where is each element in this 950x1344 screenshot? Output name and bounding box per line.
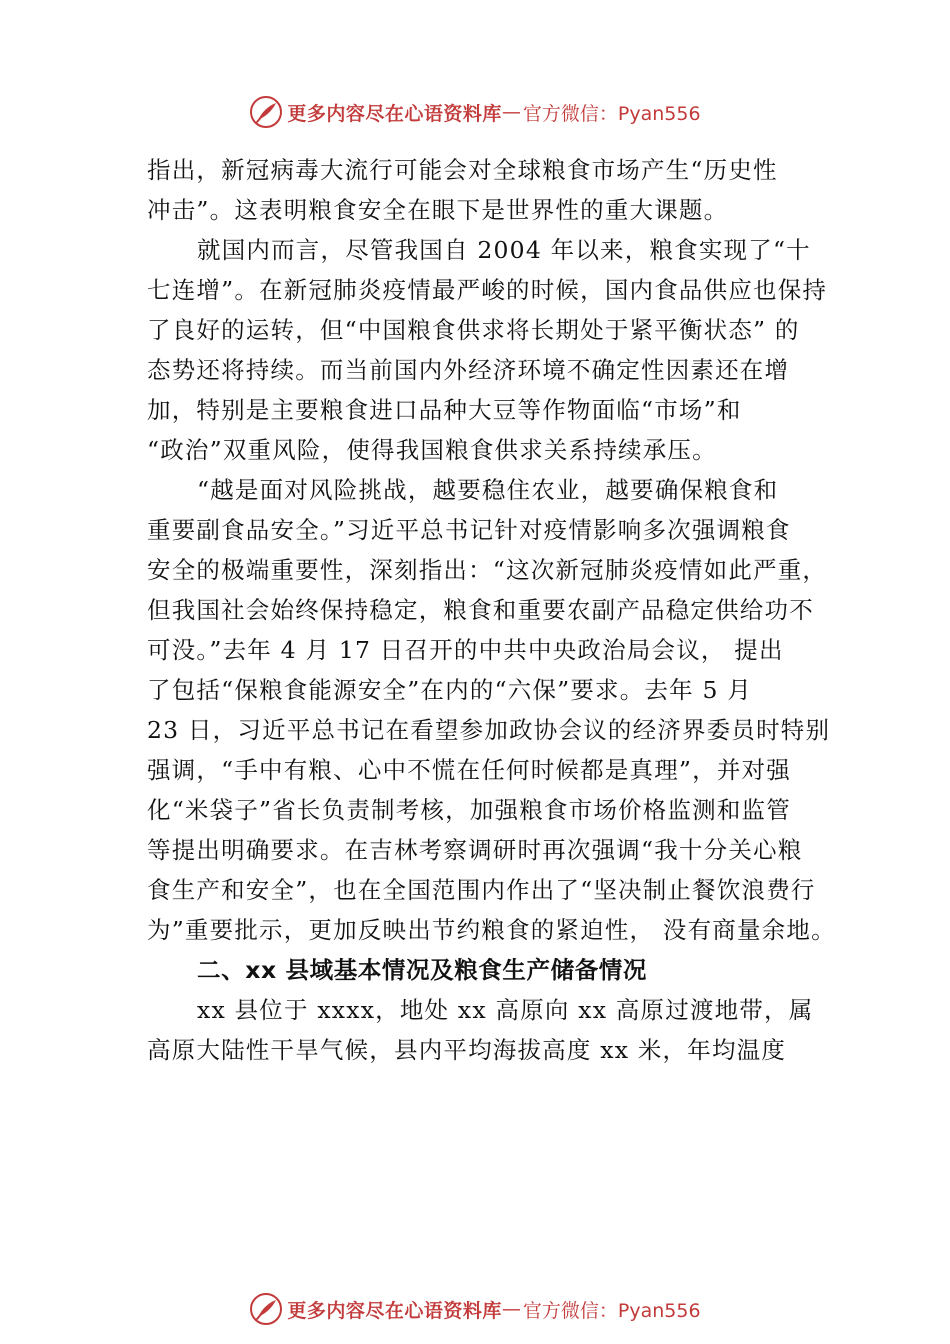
body-text-line: 加，特别是主要粮食进口品种大豆等作物面临“市场”和 xyxy=(147,396,742,424)
body-text-line: 指出，新冠病毒大流行可能会对全球粮食市场产生“历史性 xyxy=(147,156,778,184)
footer-wechat-label: 官方微信：Pyan556 xyxy=(522,1299,701,1322)
body-text-line: 冲击”。这表明粮食安全在眼下是世界性的重大课题。 xyxy=(147,196,729,224)
body-text-line: 化“米袋子”省长负责制考核，加强粮食市场价格监测和监管 xyxy=(147,796,791,824)
body-text-line: “越是面对风险挑战，越要稳住农业，越要确保粮食和 xyxy=(197,476,779,504)
body-text-line: 高原大陆性干旱气候，县内平均海拔高度 xx 米，年均温度 xyxy=(147,1036,787,1064)
footer-site-text: 更多内容尽在心语资料库 xyxy=(287,1299,502,1322)
header-separator: — xyxy=(501,101,521,123)
header-wechat-label: 官方微信：Pyan556 xyxy=(522,102,701,125)
header-watermark xyxy=(0,92,950,132)
section-heading: 二、xx 县域基本情况及粮食生产储备情况 xyxy=(197,956,647,984)
body-text-line: 可没。”去年 4 月 17 日召开的中共中央政治局会议， 提出 xyxy=(147,636,784,664)
body-text-line: 为”重要批示，更加反映出节约粮食的紧迫性， 没有商量余地。 xyxy=(147,916,836,944)
body-text-line: 强调，“手中有粮、心中不慌在任何时候都是真理”，并对强 xyxy=(147,756,791,784)
body-text-line: 就国内而言，尽管我国自 2004 年以来，粮食实现了“十 xyxy=(197,236,811,264)
body-text-line: “政治”双重风险，使得我国粮食供求关系持续承压。 xyxy=(147,436,717,464)
body-text-line: 了包括“保粮食能源安全”在内的“六保”要求。去年 5 月 xyxy=(147,676,753,704)
body-text-line: 但我国社会始终保持稳定，粮食和重要农副产品稳定供给功不 xyxy=(147,596,814,624)
body-text-line: 安全的极端重要性，深刻指出：“这次新冠肺炎疫情如此严重， xyxy=(147,556,828,584)
feather-pen-logo-icon xyxy=(249,95,283,129)
body-text-line: 重要副食品安全。”习近平总书记针对疫情影响多次强调粮食 xyxy=(147,516,791,544)
body-text-line: 等提出明确要求。在吉林考察调研时再次强调“我十分关心粮 xyxy=(147,836,803,864)
footer-watermark xyxy=(0,1289,950,1329)
body-text-line: xx 县位于 xxxx，地处 xx 高原向 xx 高原过渡地带，属 xyxy=(197,996,814,1024)
body-text-line: 七连增”。在新冠肺炎疫情最严峻的时候，国内食品供应也保持 xyxy=(147,276,828,304)
body-text-line: 食生产和安全”，也在全国范围内作出了“坚决制止餐饮浪费行 xyxy=(147,876,816,904)
document-body xyxy=(147,150,837,1070)
body-text-line: 23 日，习近平总书记在看望参加政协会议的经济界委员时特别 xyxy=(147,716,831,744)
body-text-line: 了良好的运转，但“中国粮食供求将长期处于紧平衡状态” 的 xyxy=(147,316,800,344)
footer-separator: — xyxy=(501,1298,521,1320)
feather-pen-logo-icon xyxy=(249,1292,283,1326)
header-site-text: 更多内容尽在心语资料库 xyxy=(287,102,502,125)
body-text-line: 态势还将持续。而当前国内外经济环境不确定性因素还在增 xyxy=(147,356,790,384)
